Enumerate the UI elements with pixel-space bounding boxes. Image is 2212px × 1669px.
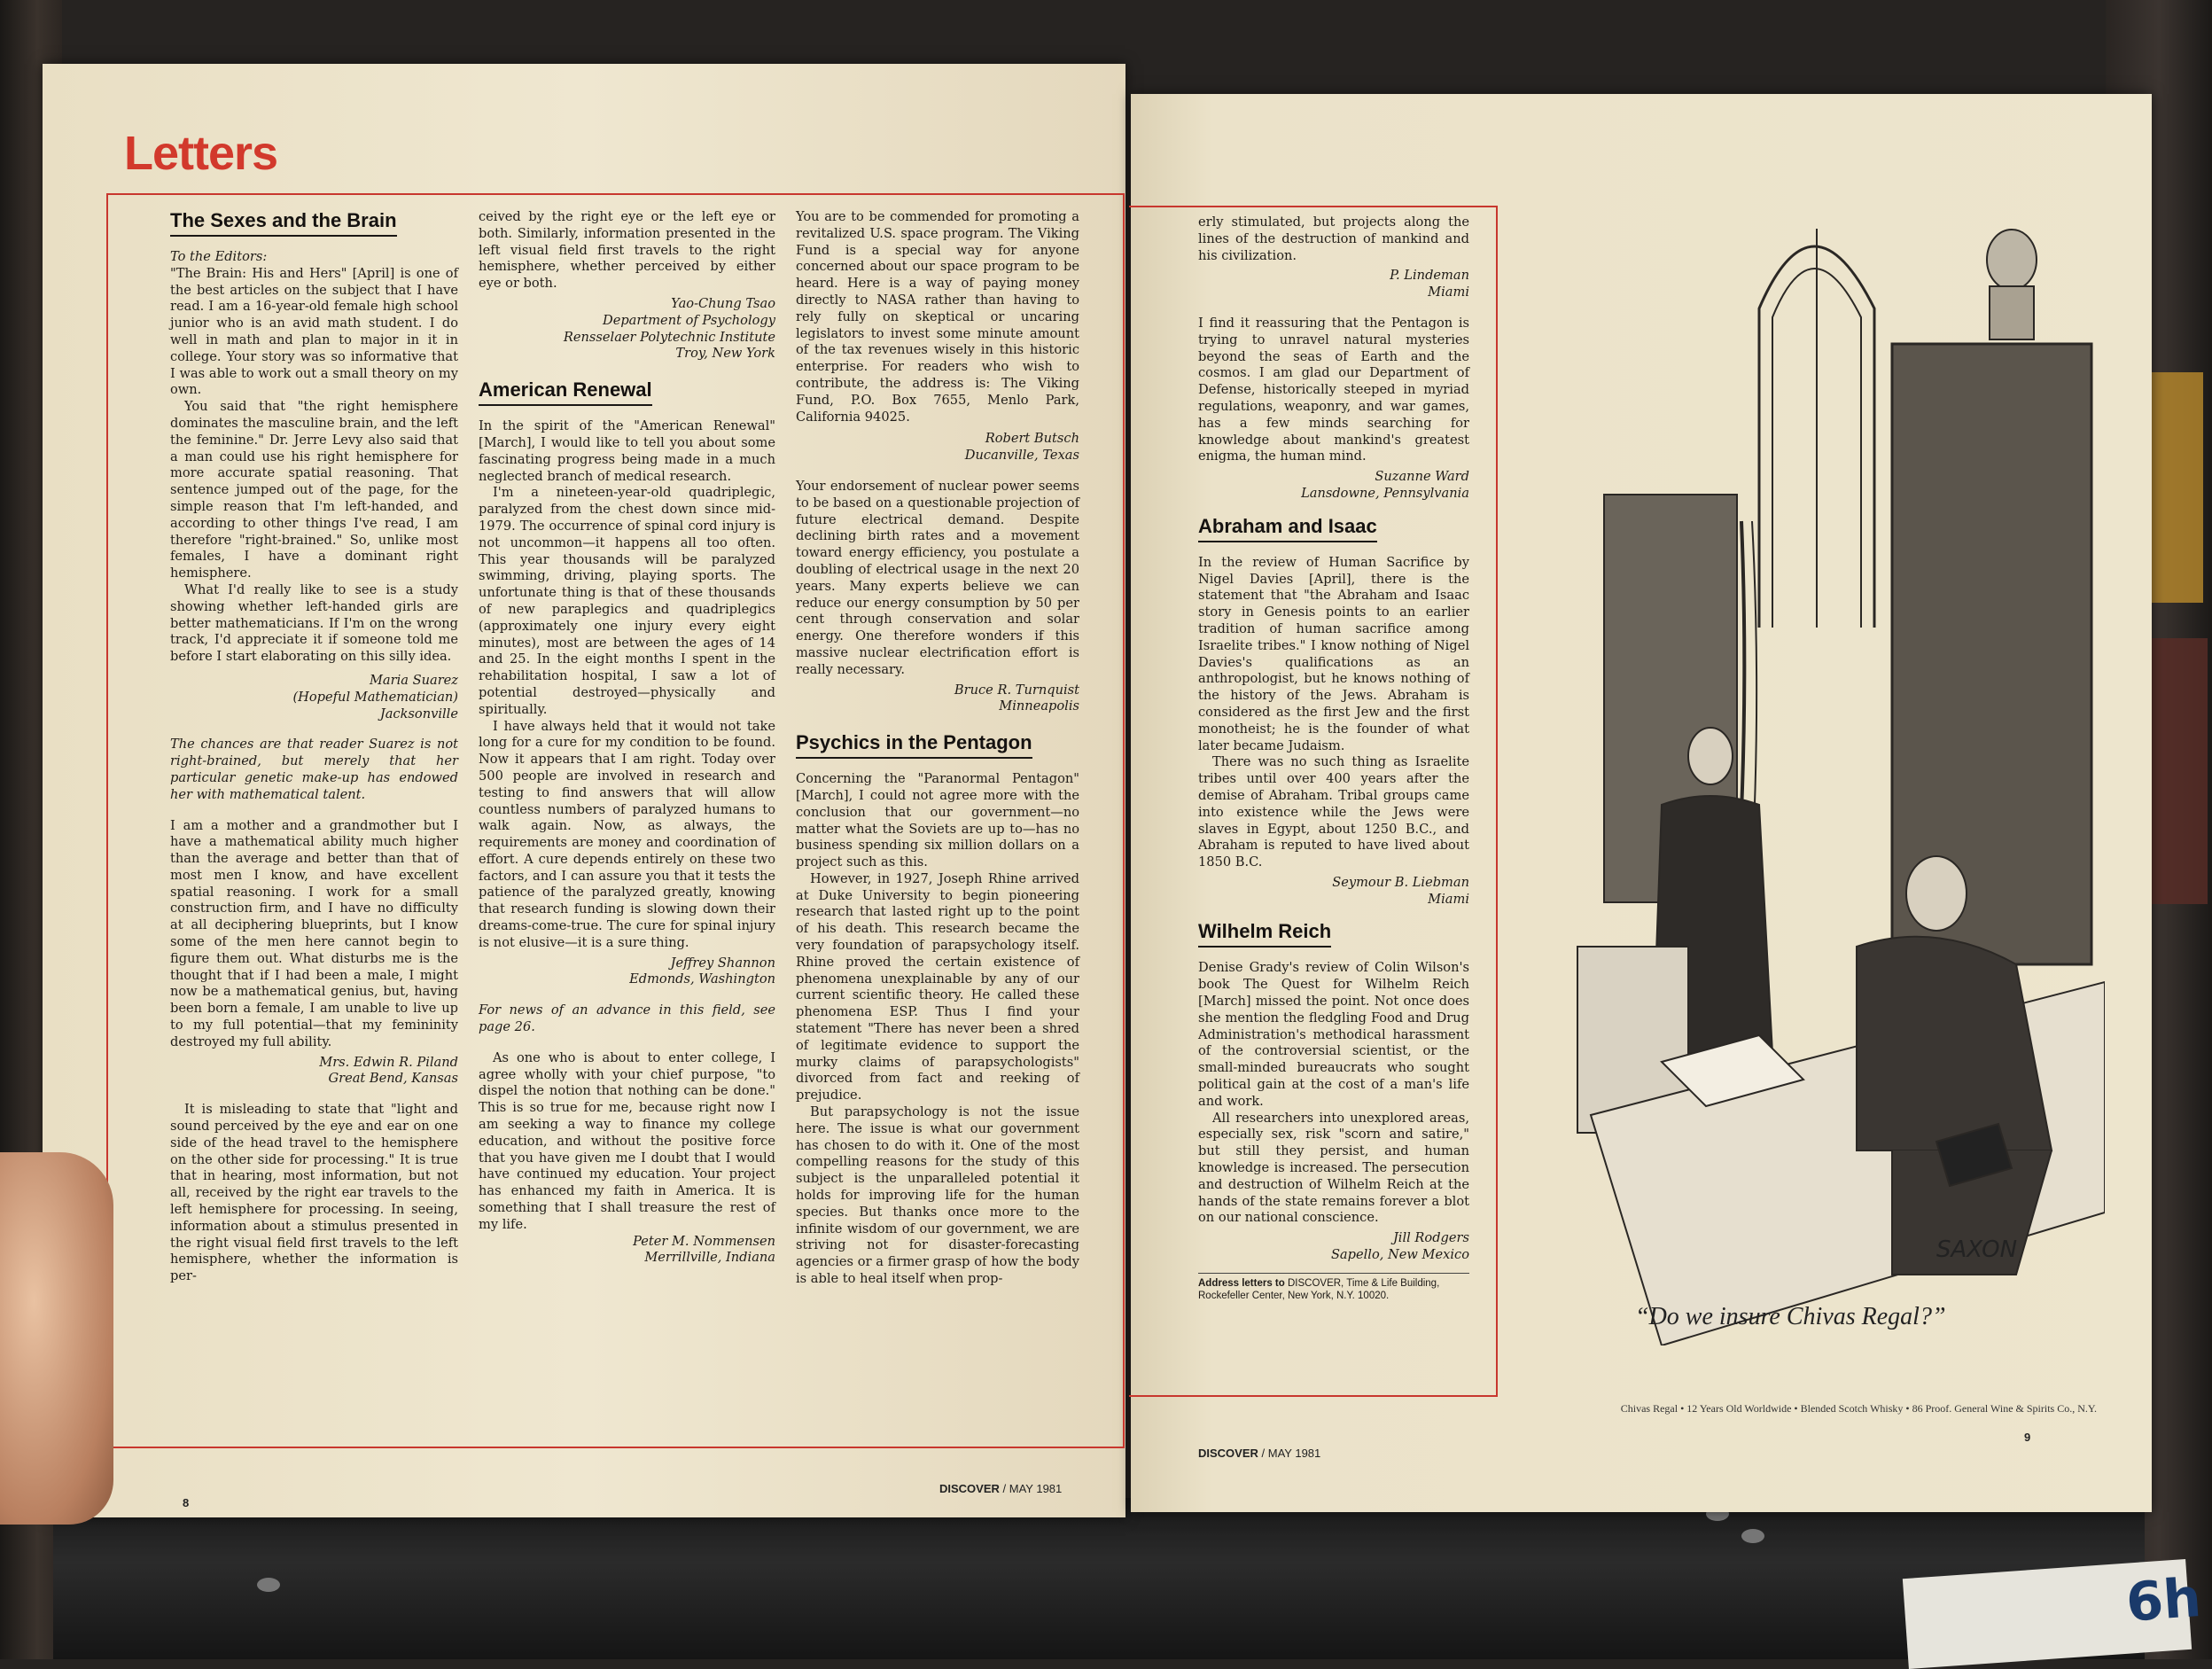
editor-note: The chances are that reader Suarez is not right-brained, but merely that her particular genetic make-up has endowed her with mathematical talent. xyxy=(170,737,458,802)
heading-psychics-pentagon: Psychics in the Pentagon xyxy=(796,731,1032,759)
letter-paragraph: However, in 1927, Joseph Rhine arrived at Duke University to begin pioneering research that lasted right up to the point of his death. This research became the very foundation of parapsychology itself. Rhine proved the certain existence of phenomena unexplainable by any of our current scientific theory. He called these phenomena ESP. Thus I find your statement "There has never been a shred of legitimate evidence to support the murky claims of parapsychologists" divorced from fact and reeking of prejudice. xyxy=(796,870,1079,1104)
issue-date: / MAY 1981 xyxy=(1002,1482,1063,1495)
signature-place: Lansdowne, Pennsylvania xyxy=(1301,485,1469,501)
cartoonist-signature: SAXON xyxy=(1936,1236,2018,1263)
signature-name: Mrs. Edwin R. Piland xyxy=(319,1054,458,1070)
cartoon-illustration xyxy=(1520,167,2105,1345)
heading-wilhelm-reich: Wilhelm Reich xyxy=(1198,920,1331,948)
letter-paragraph: In the spirit of the "American Renewal" [March], I would like to tell you about some fascinating progress being made in a much neglected branch of medical research. xyxy=(479,418,775,484)
signature-place: Miami xyxy=(1428,285,1469,300)
ad-tagline: Chivas Regal • 12 Years Old Worldwide • Blended Scotch Whisky • 86 Proof. General Wine & Spirits Co., N.Y. xyxy=(1620,1402,2097,1415)
letter-paragraph: Your endorsement of nuclear power seems to be based on a questionable projection of future electrical demand. Despite declining birth rates and a movement toward energy efficiency, you postulate a doubling of electrical usage in the next 20 years. Many experts believe we can reduce our energy consumption by 50 per cent through conservation and solar energy. One therefore wonders if this massive nuclear electrification effort is really necessary. xyxy=(796,478,1079,677)
column-4 xyxy=(1198,214,1469,1302)
signature-name: Yao-Chung Tsao xyxy=(671,295,775,311)
signature-place: Ducanville, Texas xyxy=(964,448,1079,464)
editor-note: For news of an advance in this field, see page 26. xyxy=(479,1002,775,1035)
section-title: Letters xyxy=(124,127,278,180)
right-page-number: 9 xyxy=(2024,1431,2031,1444)
letter-paragraph: I'm a nineteen-year-old quadriplegic, paralyzed from the chest down since mid-1979. The occurrence of spinal cord injury is not uncommon—it happens all too often. This year thousands will be paralyzed swimming, driving, playing sports. The unfortunate thing is that of these thousands of new paraplegics and quadriplegics (approximately one injury every eight minutes), most are between the ages of 14 and 25. In the eight months I spent in the rehabilitation hospital, I saw a lot of potential destroyed—physically and spiritually. xyxy=(479,485,775,717)
price-tag-text: 6h xyxy=(2123,1566,2204,1634)
letter-paragraph: As one who is about to enter college, I agree wholly with your chief purpose, "to dispel the notion that nothing can be done." This is so true for me, because right now I am seeking a way to finance my college education, and without the positive force that you have given me I doubt that I would have continued my education. Your project has enhanced my faith in America. It is something that I shall treasure the rest of my life. xyxy=(479,1049,775,1232)
letter-paragraph: But parapsychology is not the issue here. The issue is what our government has chosen to do with it. One of the most compelling reasons for the study of this subject is the unparalleled potential it holds for improving life for the human species. But thanks once more to the infinite wisdom of our government, we are striving not for disaster-forecasting agencies or a firmer grasp of how the body is able to heal itself when prop- xyxy=(796,1104,1079,1287)
signature-place: Edmonds, Washington xyxy=(629,971,775,987)
letter-paragraph: You are to be commended for promoting a revitalized U.S. space program. The Viking Fund is a special way for anyone concerned about our space program to be heard. Here is a way of paying money directly to NASA rather than having to rely fully on skeptical or uncaring legislators to invest some minute amount of the tax revenues wisely in this historic enterprise. For readers who wish to contribute, the address is: The Viking Fund, P.O. Box 7655, Menlo Park, California 94025. xyxy=(796,209,1079,425)
signature-place: Merrillville, Indiana xyxy=(644,1250,775,1266)
signature-name: P. Lindeman xyxy=(1390,268,1469,284)
black-tray xyxy=(53,1498,2145,1659)
letter-paragraph: I find it reassuring that the Pentagon is trying to unravel natural mysteries beyond the seas of Earth and the cosmos. I am glad our Department of Defense, historically steeped in myriad regulations, weaponry, and war games, has a few minds searching for knowledge about mankind's greatest enigma, the human mind. xyxy=(1198,315,1469,464)
address-label: Address letters to xyxy=(1198,1277,1285,1289)
signature-place: Great Bend, Kansas xyxy=(328,1071,458,1087)
signature-place: Minneapolis xyxy=(999,698,1079,714)
left-page-number: 8 xyxy=(183,1496,190,1509)
signature-name: Jill Rodgers xyxy=(1392,1230,1469,1246)
signature-name: Peter M. Nommensen xyxy=(633,1233,775,1249)
letter-paragraph: You said that "the right hemisphere dominates the masculine brain, and the left the feminine." Dr. Jerre Levy also said that a man could use his right hemisphere for more accurate spatial reasoning. That sentence jumped out of the page, for the simple reason that I'm left-handed, and according to other things I've read, I am therefore "right-brained." So, unlike most females, I have a dominant right hemisphere. xyxy=(170,399,458,581)
signature-name: Suzanne Ward xyxy=(1375,469,1469,485)
signature-name: Maria Suarez xyxy=(369,672,458,688)
signature-name: Bruce R. Turnquist xyxy=(954,682,1079,698)
column-2 xyxy=(479,209,775,1267)
letter-paragraph: All researchers into unexplored areas, especially sex, risk "scorn and satire," but still they persist, and human knowledge is increased. The persecution and destruction of Wilhelm Reich at the hands of the state remains forever a blot on our national conscience. xyxy=(1198,1110,1469,1226)
letter-paragraph: What I'd really like to see is a study showing whether left-handed girls are better mathematicians. If I'm on the wrong track, I'd appreciate it if someone told me before I start elaborating on this silly idea. xyxy=(170,581,458,665)
issue-date: / MAY 1981 xyxy=(1261,1447,1321,1460)
holding-thumb xyxy=(0,1152,113,1525)
letter-paragraph: I have always held that it would not take long for a cure for my condition to be found. Now it appears that I am right. Today over 500 people are involved in research and testing to find answers that will allow countless numbers of paralyzed humans to walk again. Now, as always, the requirements are money and coordination of effort. A cure depends entirely on these two factors, and I can assure you that it tests the patience of the paralyzed greatly, knowing that research funding is slowing down their dreams-come-true. The cure for spinal injury is not elusive—it is a sure thing. xyxy=(479,718,775,950)
letter-paragraph: "The Brain: His and Hers" [April] is one of the best articles on the subject that I have read. I am a 16-year-old female high school junior who is an avid math student. I do well in math and plan to major in it in college. Your story was so informative that I was able to work out a small theory on my own. xyxy=(170,265,458,398)
letter-paragraph: I am a mother and a grandmother but I have a mathematical ability much higher than the average and better than that of most men I know, and have excellent spatial reasoning. I work for a small construction firm, and I have no difficulty at all deciphering blueprints, but I know some of the men here cannot begin to figure them out. What disturbs me is the thought that if I had been a male, I might now be a mathematical genius, but, having been born a female, I am unable to live up to my full potential—that my femininity destroyed my full ability. xyxy=(170,817,458,1049)
address-text: DISCOVER, Time & Life Building, Rockefeller Center, New York, N.Y. 10020. xyxy=(1198,1277,1440,1301)
salutation: To the Editors: xyxy=(170,249,268,264)
letter-paragraph: erly stimulated, but projects along the lines of the destruction of mankind and his civilization. xyxy=(1198,214,1469,263)
heading-sexes-brain: The Sexes and the Brain xyxy=(170,209,397,237)
signature-dept: Department of Psychology xyxy=(603,312,775,328)
tray-hole xyxy=(257,1578,280,1592)
left-folio xyxy=(939,1482,1062,1495)
heading-abraham-isaac: Abraham and Isaac xyxy=(1198,515,1377,542)
signature-title: (Hopeful Mathematician) xyxy=(292,689,458,705)
signature-name: Jeffrey Shannon xyxy=(670,955,775,971)
tray-hole xyxy=(1741,1529,1764,1543)
heading-american-renewal: American Renewal xyxy=(479,378,652,406)
signature-name: Robert Butsch xyxy=(985,431,1079,447)
magazine-name: DISCOVER xyxy=(939,1482,1000,1495)
letter-paragraph: ceived by the right eye or the left eye or both. Similarly, information presented in the left visual field first travels to the right hemisphere, whether perceived by either eye or both. xyxy=(479,209,775,292)
letter-paragraph: There was no such thing as Israelite tribes until over 400 years after the demise of Abraham. Tribal groups came into existence while the Jews were slaves in Egypt, about 1250 B.C., and Abraham is reputed to have lived about 1850 B.C. xyxy=(1198,754,1469,870)
letter-paragraph: Denise Grady's review of Colin Wilson's book The Quest for Wilhelm Reich [March] missed the point. Not once does she mention the fledgling Food and Drug Administration's methodical harassment of the controversial scientist, or the small-minded bureaucrats who sought political gain at the cost of a man's life and work. xyxy=(1198,960,1469,1109)
cartoon-caption: “Do we insure Chivas Regal?” xyxy=(1635,1303,1946,1330)
letter-paragraph: It is misleading to state that "light and sound perceived by the eye and ear on one side of the head travel to the hemisphere on the other side for processing." It is true that in hearing, most information, but not all, received by the right ear travels to the left hemisphere for processing. In seeing, information about a stimulus presented in the right visual field first travels to the left hemisphere, whether the information is per- xyxy=(170,1102,458,1284)
signature-institute: Rensselaer Polytechnic Institute xyxy=(563,329,775,345)
letter-paragraph: Concerning the "Paranormal Pentagon" [March], I could not agree more with the conclusion that our government—no matter what the Soviets are up to—has no business spending six million dollars on a project such as this. xyxy=(796,771,1079,870)
signature-place: Sapello, New Mexico xyxy=(1330,1247,1469,1263)
column-3 xyxy=(796,209,1079,1288)
signature-place: Jacksonville xyxy=(379,706,458,721)
signature-place: Miami xyxy=(1428,891,1469,907)
signature-place: Troy, New York xyxy=(675,346,775,362)
column-1 xyxy=(170,209,458,1285)
signature-name: Seymour B. Liebman xyxy=(1332,874,1469,890)
letter-paragraph: In the review of Human Sacrifice by Nigel Davies [April], there is the statement that "the Abraham and Isaac story in Genesis points to an earlier tradition of human sacrifice among Israelite tribes." I know nothing of Nigel Davies's qualifications as an anthropologist, but he knows nothing of the history of the Jews. Abraham is considered as the first Jew and the first monotheist; he is the founder of what later became Judaism. xyxy=(1198,554,1469,753)
magazine-name: DISCOVER xyxy=(1198,1447,1258,1460)
address-note xyxy=(1198,1273,1469,1302)
right-folio xyxy=(1198,1447,1320,1460)
